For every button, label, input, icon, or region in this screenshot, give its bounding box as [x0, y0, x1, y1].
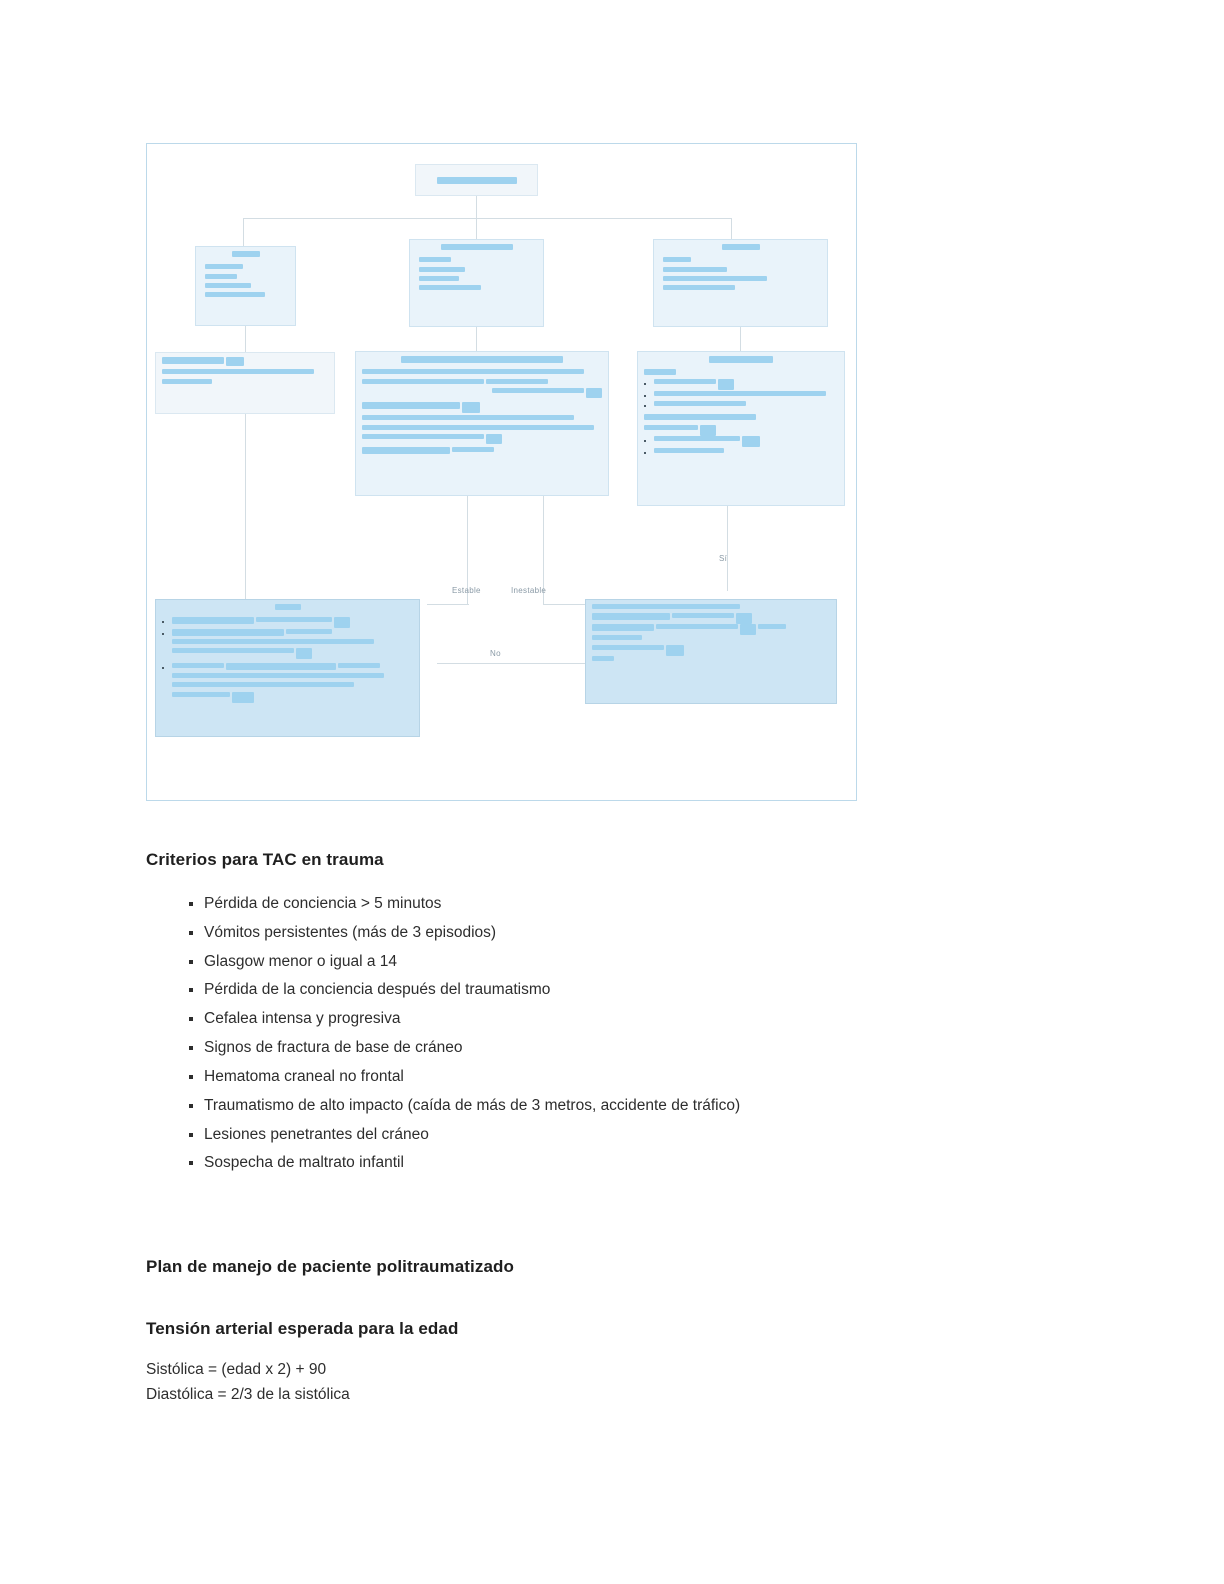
flow-node-outcome-inestable	[585, 599, 837, 704]
flow-node-circulacion-detail	[637, 351, 845, 506]
list-item: ▪ Pérdida de la conciencia después del traumatismo	[204, 976, 1104, 1005]
flow-node-respiracion-detail	[355, 351, 609, 496]
connector-circulacion-to-inestable	[727, 506, 728, 591]
connector-circulacion-down	[740, 327, 741, 351]
flowchart-container	[146, 143, 857, 801]
section-heading-constantes: Tensión arterial esperada para la edad	[146, 1319, 459, 1339]
connector-via-aerea-to-estable	[245, 414, 246, 599]
criterios-list	[176, 890, 1104, 1178]
flow-node-respiracion-header	[409, 239, 544, 327]
connector-inestable-in	[543, 604, 589, 605]
flow-node-circulacion-header	[653, 239, 828, 327]
flow-node-via-aerea-header	[195, 246, 296, 326]
connector-root-down	[476, 196, 477, 218]
list-item: ▪ Hematoma craneal no frontal	[204, 1063, 1104, 1092]
constantes-line-2: Diastólica = 2/3 de la sistólica	[146, 1386, 350, 1403]
connector-label-estable: Estable	[452, 586, 481, 595]
constantes-line-1: Sistólica = (edad x 2) + 90	[146, 1361, 327, 1378]
connector-via-aerea-down	[245, 326, 246, 352]
flow-node-outcome-estable	[155, 599, 420, 737]
list-item: ▪ Pérdida de conciencia > 5 minutos	[204, 890, 1104, 919]
connector-bus	[243, 218, 731, 219]
connector-estable-in	[427, 604, 469, 605]
list-item: ▪ Traumatismo de alto impacto (caída de más de 3 metros, accidente de tráfico)	[204, 1092, 1104, 1121]
list-item: ▪ Cefalea intensa y progresiva	[204, 1005, 1104, 1034]
section-heading-criterios: Criterios para TAC en trauma	[146, 850, 384, 870]
connector-bus-left	[243, 218, 244, 246]
flow-node-root	[415, 164, 538, 196]
connector-label-no: No	[490, 649, 501, 658]
list-item: ▪ Sospecha de maltrato infantil	[204, 1149, 1104, 1178]
flow-node-via-aerea-detail	[155, 352, 335, 414]
connector-label-si: Sí	[719, 554, 728, 563]
list-item: ▪ Glasgow menor o igual a 14	[204, 948, 1104, 977]
section-heading-plan: Plan de manejo de paciente politraumatizado	[146, 1257, 514, 1277]
list-item: ▪ Signos de fractura de base de cráneo	[204, 1034, 1104, 1063]
connector-label-inestable: Inestable	[511, 586, 547, 595]
connector-respiracion-down	[476, 327, 477, 351]
list-item: ▪ Vómitos persistentes (más de 3 episodios)	[204, 919, 1104, 948]
connector-no-path	[437, 663, 589, 664]
list-item: ▪ Lesiones penetrantes del cráneo	[204, 1121, 1104, 1150]
